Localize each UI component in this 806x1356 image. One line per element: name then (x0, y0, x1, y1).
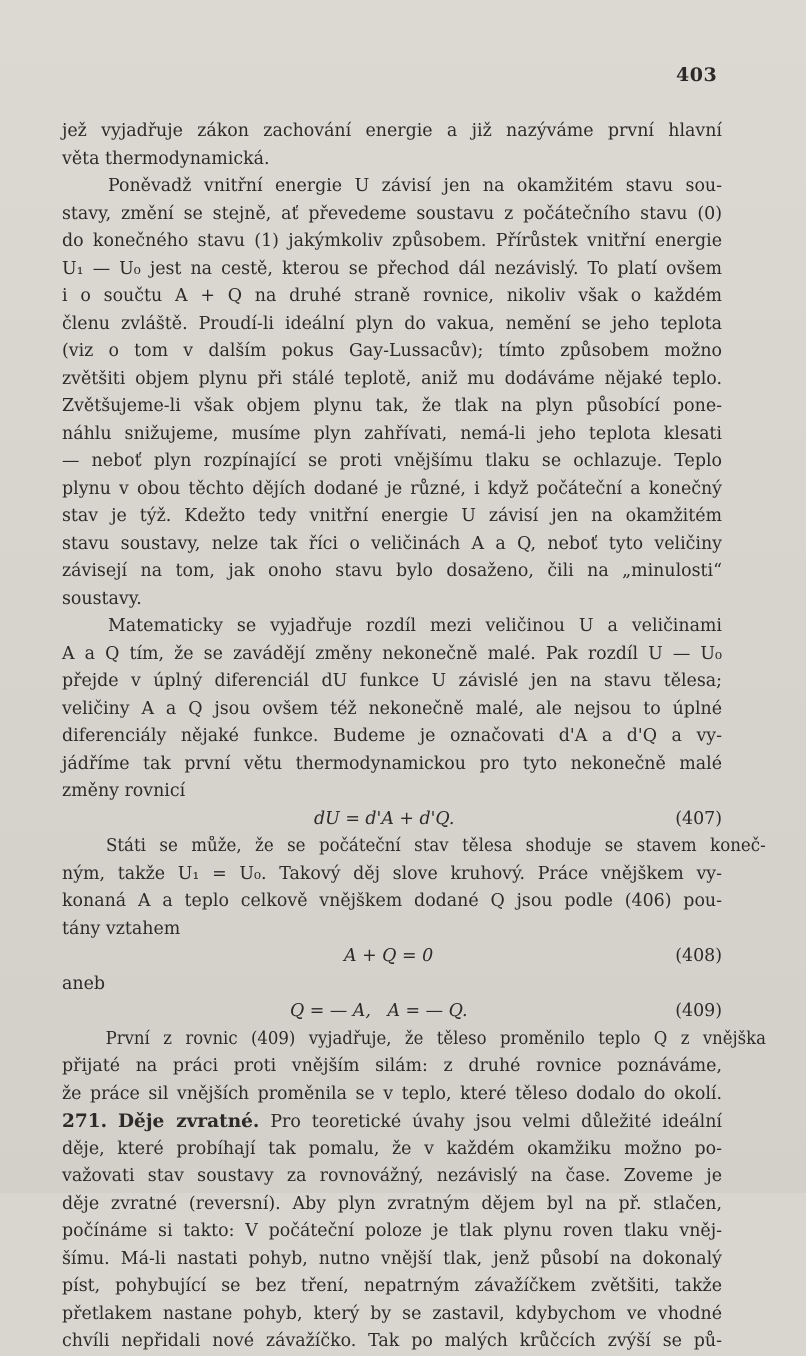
text-line: Matematicky se vyjadřuje rozdíl mezi veličinou U a veličinami (108, 616, 722, 636)
section-heading-line (62, 1108, 722, 1136)
text-line: stavu soustavy, nelze tak říci o veličinách A a Q, neboť tyto veličiny (62, 533, 722, 554)
text-line: A a Q tím, že se zavádějí změny nekonečně malé. Pak rozdíl U — U₀ (62, 643, 722, 664)
text-line: diferenciály nějaké funkce. Budeme je označovati d'A a d'Q a vy- (62, 726, 722, 746)
equation-408 (62, 943, 722, 971)
page-number: 403 (676, 64, 718, 86)
text-line: ným, takže U₁ = U₀. Takový děj slove kruhový. Práce vnějškem vy- (62, 863, 722, 884)
text-line: členu zvláště. Proudí-li ideální plyn do vakua, nemění se jeho teplota (62, 313, 722, 334)
text-line: (viz o tom v dalším pokus Gay-Lussacův); tímto způsobem možno (62, 341, 722, 361)
text-line: přijaté na práci proti vnějším silám: z druhé rovnice poznáváme, (62, 1056, 722, 1076)
text-line: šímu. Má-li nastati pohyb, nutno vnější tlak, jenž působí na dokonalý (62, 1248, 722, 1269)
aneb-word: aneb (62, 973, 105, 994)
text-line: zvětšiti objem plynu při stálé teplotě, aniž mu dodáváme nějaké teplo. (62, 368, 722, 389)
text-line: soustavy. (62, 588, 142, 609)
text-line: děje zvratné (reversní). Aby plyn zvratným dějem byl na př. stlačen, (62, 1193, 722, 1214)
text-line: děje, které probíhají tak pomalu, že v každém okamžiku možno po- (62, 1138, 722, 1159)
equation-formula: Q = — A, A = — Q. (290, 1001, 468, 1021)
equation-number: (409) (675, 1001, 722, 1021)
text-line: První z rovnic (409) vyjadřuje, že těleso proměnilo teplo Q z vnějška (105, 1028, 766, 1049)
text-line: i o součtu A + Q na druhé straně rovnice, nikoliv však o každém (62, 286, 722, 306)
text-line: Státi se může, že se počáteční stav tělesa shoduje se stavem koneč- (105, 836, 766, 856)
text-line: U₁ — U₀ jest na cestě, kterou se přechod dál nezávislý. To platí ovšem (62, 258, 722, 279)
text-line: chvíli nepřidali nové závažíčko. Tak po malých krůčcích zvýší se pů- (62, 1331, 722, 1351)
section-title: Děje zvratné. (118, 1111, 260, 1132)
equation-formula: A + Q = 0 (344, 946, 434, 966)
text-line: veličiny A a Q jsou ovšem též nekonečně malé, ale nejsou to úplné (62, 698, 722, 719)
paragraph-block-1 (62, 118, 722, 806)
text-line: jádříme tak první větu thermodynamickou pro tyto nekonečně malé (62, 753, 722, 774)
text-line: věta thermodynamická. (62, 148, 270, 169)
text-line: přejde v úplný diferenciál dU funkce U závislé jen na stavu tělesa; (62, 671, 722, 691)
equation-formula: dU = d'A + d'Q. (314, 808, 455, 829)
text-line: změny rovnicí (62, 781, 186, 801)
text-line: Poněvadž vnitřní energie U závisí jen na okamžitém stavu sou- (108, 176, 722, 196)
text-line: tány vztahem (62, 918, 181, 939)
text-line: píst, pohybující se bez tření, nepatrným závažíčkem zvětšiti, takže (62, 1276, 722, 1296)
paragraph-block-4 (62, 1136, 722, 1356)
text-line: náhlu snižujeme, musíme plyn zahřívati, nemá-li jeho teplota klesati (62, 423, 722, 444)
text-line: — neboť plyn rozpínající se proti vnějšímu tlaku se ochlazuje. Teplo (62, 451, 722, 471)
equation-409 (62, 998, 722, 1026)
text-line: stav je týž. Kdežto tedy vnitřní energie U závisí jen na okamžitém (62, 506, 722, 526)
text-line: stavy, změní se stejně, ať převedeme soustavu z počátečního stavu (0) (62, 203, 722, 224)
text-line: přetlakem nastane pohyb, který by se zastavil, kdybychom ve vhodné (62, 1303, 722, 1324)
paragraph-block-3 (62, 1026, 766, 1109)
text-line: Zvětšujeme-li však objem plynu tak, že tlak na plyn působící pone- (62, 396, 722, 416)
text-line: konaná A a teplo celkově vnějškem dodané Q jsou podle (406) pou- (62, 891, 722, 911)
paragraph-block-2 (62, 833, 766, 943)
equation-number: (408) (675, 946, 722, 966)
text-line: jež vyjadřuje zákon zachování energie a již nazýváme první hlavní (62, 121, 722, 141)
text-line: do konečného stavu (1) jakýmkoliv způsobem. Přírůstek vnitřní energie (62, 231, 722, 251)
text-line: závisejí na tom, jak onoho stavu bylo dosaženo, čili na „minulosti“ (62, 561, 722, 581)
text-line: plynu v obou těchto dějích dodané je různé, i když počáteční a konečný (62, 478, 722, 499)
page-body (62, 118, 766, 1356)
text-line: že práce sil vnějších proměnila se v teplo, které těleso dodalo do okolí. (62, 1083, 722, 1104)
text-line: počínáme si takto: V počáteční poloze je tlak plynu roven tlaku vněj- (62, 1221, 722, 1241)
equation-number: (407) (675, 808, 722, 829)
text-line: važovati stav soustavy za rovnovážný, nezávislý na čase. Zoveme je (62, 1166, 722, 1186)
section-first-line-text: Pro teoretické úvahy jsou velmi důležité ideální (270, 1112, 722, 1132)
section-number: 271. (62, 1111, 108, 1132)
equation-407 (62, 806, 722, 834)
